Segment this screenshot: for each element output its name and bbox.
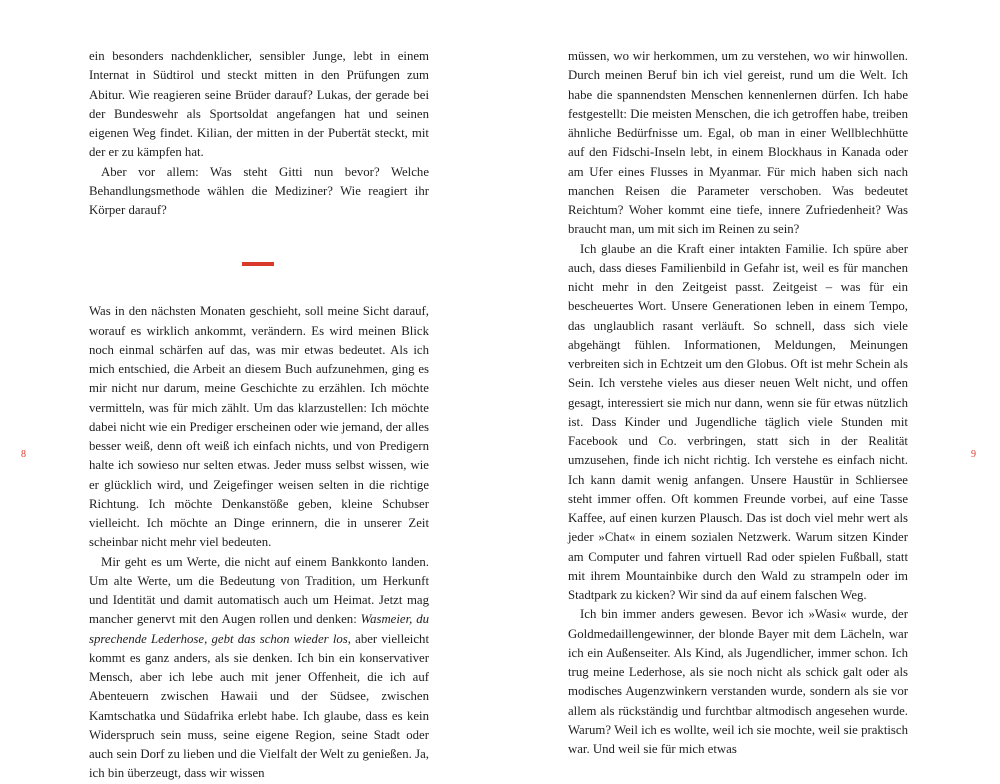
paragraph xyxy=(89,553,429,784)
section-divider xyxy=(242,262,274,266)
paragraph: müssen, wo wir herkommen, um zu verstehen, wo wir hinwollen. Durch meinen Beruf bin ich viel gereist, rund um die Welt. Ich habe die spannendsten Menschen kennenlernen dürfen. Ich habe festgestellt: Die meisten Menschen, die ich getroffen habe, treiben ähnliche Bedürfnisse um. Egal, ob man in einer Wellblechhütte auf den Fidschi-Inseln lebt, in einem Blockhaus in Kanada oder am Ufer eines Flusses in Myanmar. Für mich haben sich nach manchen Reisen die Parameter verschoben. Was bedeutet Reichtum? Woher kommt eine tiefe, innere Zufriedenheit? Was braucht man, um mit sich im Reinen zu sein? xyxy=(568,49,908,237)
page-number: 9 xyxy=(971,449,976,460)
italic-quote: Wasmeier, du sprechende Lederhose, gebt das schon wieder los xyxy=(89,612,429,646)
paragraph: Was in den nächsten Monaten geschieht, soll meine Sicht darauf, worauf es wirklich ankommt, verändern. Es wird meinen Blick noch einmal schärfen auf das, was mir etwas bedeutet. Als ich mich entschied, die Arbeit an diesem Buch aufzunehmen, ging es mir nicht nur darum, meine Geschichte zu erzählen. Ich möchte vermitteln, was für mich zählt. Um das klarzustellen: Ich möchte dabei nicht wie ein Prediger erscheinen oder wie jemand, der alles besser weiß, denn oft weiß ich einfach nichts, und von Predigern halte ich sowieso nur selten etwas. Jeder muss selbst wissen, wie er glücklich wird, und Zeigefinger weisen selten in die richtige Richtung. Ich möchte Denkanstöße geben, kleine Schubser vielleicht. Ich möchte an Dinge erinnern, die in unserer Zeit scheinbar nicht mehr viel bedeuten. xyxy=(89,304,429,550)
page-number: 8 xyxy=(21,449,26,460)
paragraph: Aber vor allem: Was steht Gitti nun bevor? Welche Behandlungsmethode wählen die Mediziner? Wie reagiert ihr Körper darauf? xyxy=(89,164,429,217)
text-span: Mir geht es um Werte, die nicht auf einem Bankkonto landen. Um alte Werte, um die Bedeutung von Tradition, um Herkunft und Identität und damit automatisch auch um Heimat. Jetzt mag mancher genervt mit den Augen rollen und denken: xyxy=(89,554,429,627)
right-page xyxy=(568,47,908,759)
text-span: , aber vielleicht kommt es ganz anders, als sie denken. Ich bin ein konservativer Mensch, aber ich lebe auch mit jener Offenheit, die ich auf Abenteuern zwischen Hawaii und der Südsee, zwischen Kamtschatka und Südafrika erlebt habe. Ich glaube, dass es kein Widerspruch sein muss, seine eigene Region, seine Stadt oder auch sein Dorf zu lieben und die Vielfalt der Welt zu genießen. Ja, ich bin überzeugt, dass wir wissen xyxy=(89,631,429,781)
paragraph: ein besonders nachdenklicher, sensibler Junge, lebt in einem Internat in Südtirol und steckt mitten in den Prüfungen zum Abitur. Wie reagieren seine Brüder darauf? Lukas, der gerade bei der Bundeswehr als Sportsoldat angefangen hat und seinen eigenen Weg findet. Kilian, der mitten in der Pubertät steckt, mit der er zu kämpfen hat. xyxy=(89,49,429,160)
paragraph: Ich bin immer anders gewesen. Bevor ich »Wasi« wurde, der Goldmedaillengewinner, der blonde Bayer mit dem Lächeln, war ich ein Außenseiter. Als Kind, als Jugendlicher, immer schon. Ich trug meine Lederhose, als sie noch nicht als schick galt oder als modisches Augenzwinkern verstanden wurde, sondern als sie vor allem als rückständig und furchtbar altmodisch angesehen wurde. Warum? Weil ich es wollte, weil ich sie mochte, weil sie praktisch war. Und weil sie für mich etwas xyxy=(568,607,908,756)
left-page xyxy=(89,47,429,784)
paragraph: Ich glaube an die Kraft einer intakten Familie. Ich spüre aber auch, dass dieses Familienbild in Gefahr ist, weil es für manchen nicht mehr in den Zeitgeist passt. Zeitgeist – was für ein bescheuertes Wort. Unsere Generationen leben in einem Tempo, das unglaublich rasant verläuft. So schnell, dass sich viele abgehängt fühlen. Informationen, Meldungen, Meinungen verbreiten sich in Echtzeit um den Globus. Oft ist mehr Schein als Sein. Ich verstehe vieles aus dieser neuen Welt nicht, und offen gesagt, interessiert sie mich nur dann, wenn sie für etwas nützlich ist. Dass Kinder und Jugendliche täglich viele Stunden mit Facebook und Co. verbringen, statt sich in der Realität umzusehen, finde ich nicht richtig. Ich verstehe es einfach nicht. Ich kann damit wenig anfangen. Unsere Haustür in Schliersee steht immer offen. Oft kommen Freunde vorbei, auf eine Tasse Kaffee, auf einen kurzen Plausch. Das ist doch viel mehr wert als jeder »Chat« in einem sozialen Netzwerk. Warum sitzen Kinder am Computer und fahren virtuell Rad oder spielen Fußball, statt mit ihrem Mountainbike durch den Wald zu strampeln oder im Stadtpark zu kicken? Wir sind da auf einem falschen Weg. xyxy=(568,241,908,602)
